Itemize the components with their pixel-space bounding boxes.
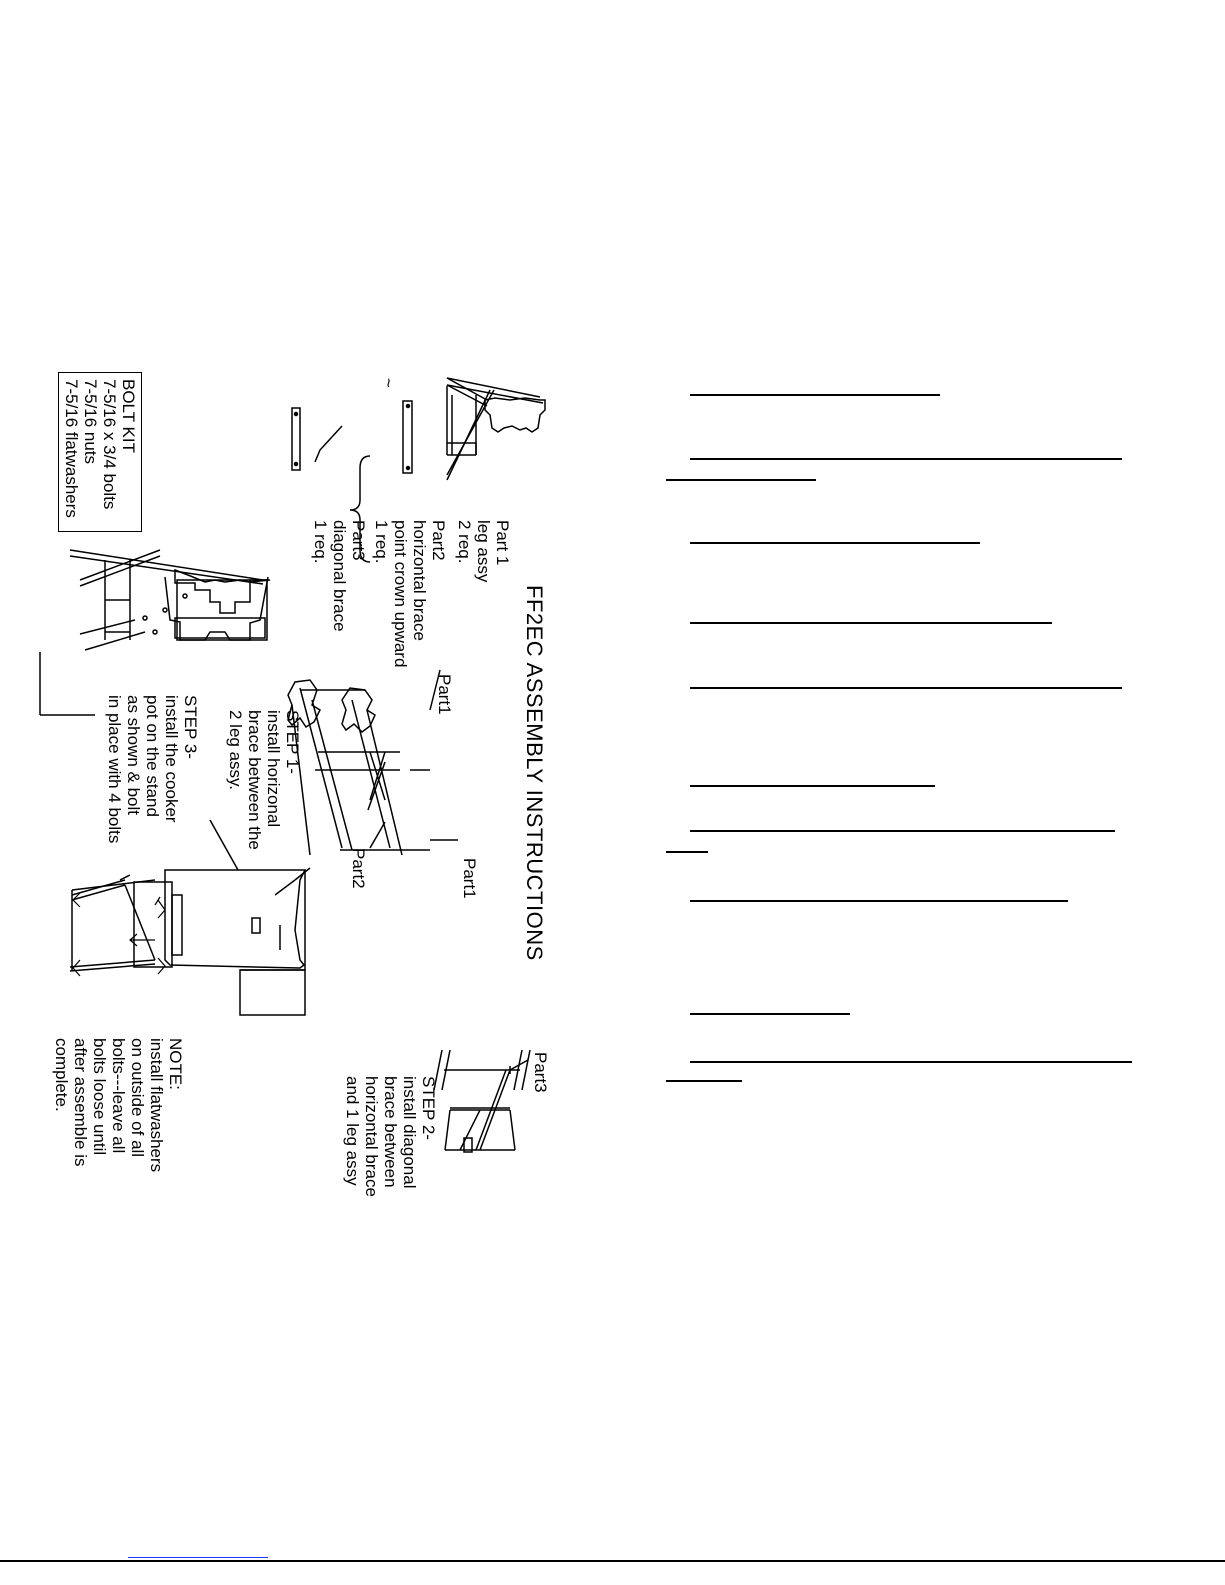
assembly-drawings (0, 370, 550, 1173)
step2-text: STEP 2- install diagonal brace between horizontal brace and 1 leg assy (343, 1076, 438, 1197)
step3-stand-drawing (40, 550, 270, 715)
sheet-title: FF2EC ASSEMBLY INSTRUCTIONS (522, 585, 547, 961)
part3-label: Part3 diagonal brace 1 req. (311, 520, 368, 632)
rule-1 (690, 394, 940, 396)
step2-drawing (434, 1050, 530, 1152)
rule-7a (690, 830, 1115, 832)
rule-6 (690, 785, 935, 787)
rule-7b (666, 851, 708, 853)
assembly-instruction-sheet (0, 370, 550, 1197)
step1-part1-label-a: Part1 (435, 674, 454, 715)
part3-diagonal-brace-drawing (292, 408, 370, 562)
rule-8 (690, 900, 1068, 902)
rule-10a (690, 1061, 1132, 1063)
rule-2a (690, 458, 1122, 460)
note-text: NOTE: install flatwashers on outside of all bolts---leave all bolts loose until after assemble is complete. (52, 1038, 185, 1173)
part2-label: Part2 horizontal brace point crown upward 1 req. (372, 520, 448, 668)
footer-rule (0, 1560, 1225, 1562)
rule-3 (690, 542, 980, 544)
tilde-mark: ~ (379, 378, 398, 388)
footer-link-underline[interactable] (128, 1557, 268, 1558)
step1-part1-label-b: Part1 (460, 858, 479, 899)
rule-5 (690, 687, 1122, 689)
part2-horizontal-brace-drawing (403, 401, 412, 473)
rule-9 (690, 1013, 850, 1015)
step2-part3-label: Part3 (531, 1052, 550, 1093)
bolt-kit-heading: BOLT KIT (119, 379, 138, 454)
part1-label: Part 1 leg assy 2 req. (455, 520, 512, 583)
step1-drawing (288, 670, 458, 855)
step1-text: STEP 1- install horizonal brace between the 2 leg assy. (226, 710, 302, 850)
rule-4 (690, 622, 1052, 624)
step1-part2-label: Part2 (349, 848, 368, 889)
bolt-kit-box: BOLT KIT 7-5/16 x 3/4 bolts 7-5/16 nuts 7-5/16 flatwashers (58, 372, 142, 532)
rule-10b (666, 1080, 742, 1082)
part1-leg-assy-drawing (447, 378, 545, 480)
rule-2b (666, 479, 816, 481)
finished-cooker-drawing (70, 820, 310, 1015)
step3-text: STEP 3- install the cooker pot on the stand as shown & bolt in place with 4 bolts (105, 695, 200, 844)
